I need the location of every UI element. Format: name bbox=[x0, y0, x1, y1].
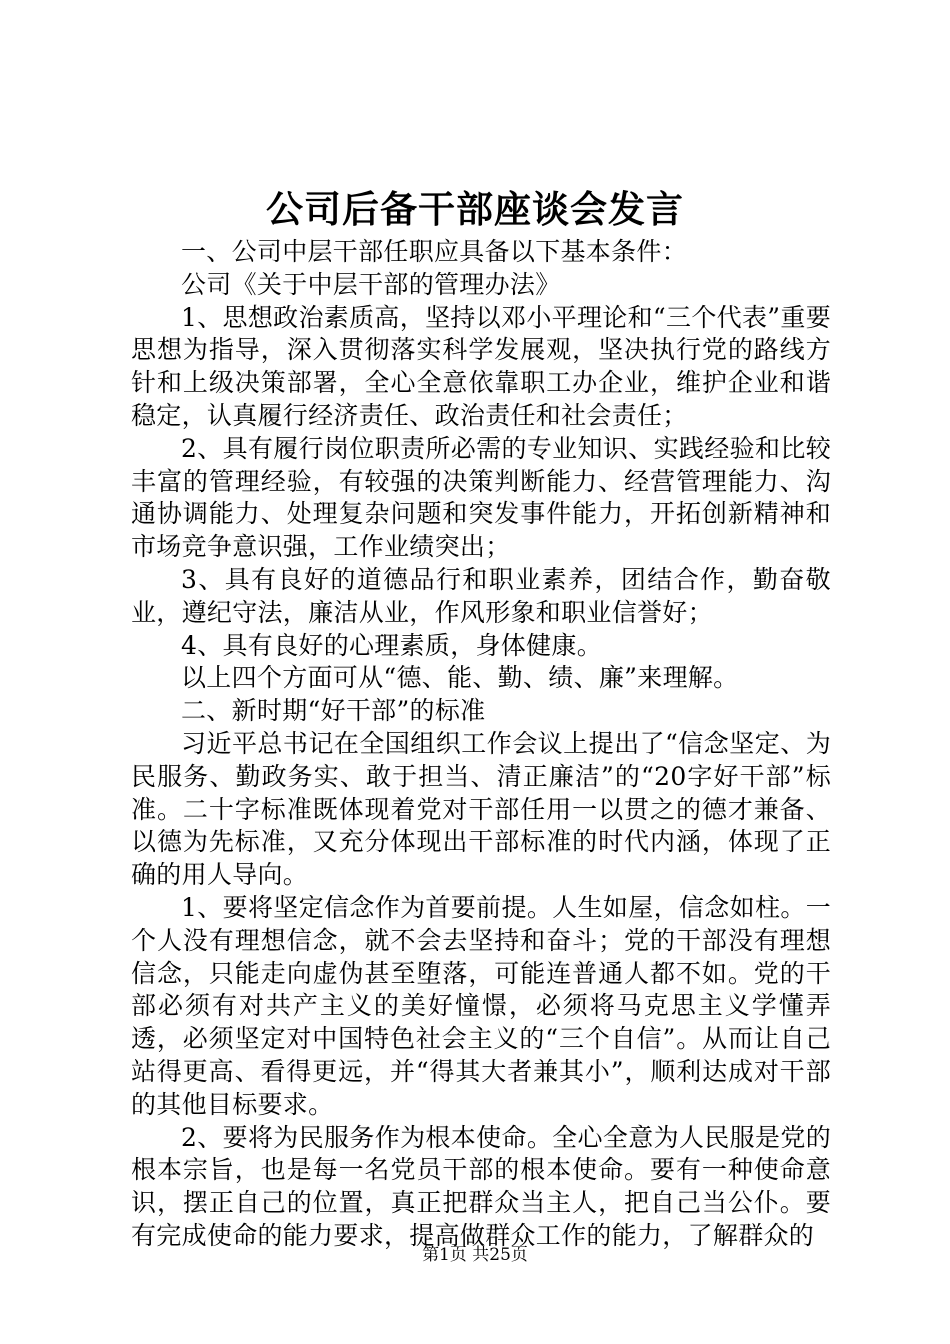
paragraph-section-two-heading: 二、新时期“好干部”的标准 bbox=[181, 696, 486, 726]
paragraph-condition-4: 4、具有良好的心理素质，身体健康。 bbox=[181, 630, 603, 660]
page-footer: 第1页 共25页 bbox=[422, 1245, 528, 1265]
paragraph-standard-1: 1、要将坚定信念作为首要前提。人生如屋，信念如柱。一个人没有理想信念，就不会去坚持和奋斗；党的干部没有理想信念，只能走向虚伪甚至堕落，可能连普通人都不如。党的干部必须有对共产主义的美好憧憬，必须将马克思主义学懂弄透，必须坚定对中国特色社会主义的“三个自信”。从而让自己站得更高、看得更远，并“得其大者兼其小”，顺利达成对干部的其他目标要求。 bbox=[131, 892, 831, 1119]
paragraph-condition-2: 2、具有履行岗位职责所必需的专业知识、实践经验和比较丰富的管理经验，有较强的决策判断能力、经营管理能力、沟通协调能力、处理复杂问题和突发事件能力，开拓创新精神和市场竞争意识强，工作业绩突出； bbox=[131, 433, 831, 562]
paragraph-condition-1: 1、思想政治素质高，坚持以邓小平理论和“三个代表”重要思想为指导，深入贯彻落实科学发展观，坚决执行党的路线方针和上级决策部署，全心全意依靠职工办企业，维护企业和谐稳定，认真履行经济责任、政治责任和社会责任； bbox=[131, 302, 831, 430]
paragraph-standard-intro: 习近平总书记在全国组织工作会议上提出了“信念坚定、为民服务、勤政务实、敢于担当、清正廉洁”的“20字好干部”标准。二十字标准既体现着党对干部任用一以贯之的德才兼备、以德为先标准，又充分体现出干部标准的时代内涵，体现了正确的用人导向。 bbox=[131, 728, 831, 890]
paragraph-condition-3: 3、具有良好的道德品行和职业素养，团结合作，勤奋敬业，遵纪守法，廉洁从业，作风形象和职业信誉好； bbox=[131, 564, 831, 627]
paragraph-summary: 以上四个方面可从“德、能、勤、绩、廉”来理解。 bbox=[181, 663, 739, 693]
document-title: 公司后备干部座谈会发言 bbox=[266, 187, 684, 231]
paragraph-standard-2: 2、要将为民服务作为根本使命。全心全意为人民服是党的根本宗旨，也是每一名党员干部的根本使命。要有一种使命意识，摆正自己的位置，真正把群众当主人，把自己当公仆。要有完成使命的能力要求，提高做群众工作的能力，了解群众的 bbox=[131, 1122, 831, 1250]
document-body bbox=[131, 236, 831, 1253]
paragraph-management-measures: 公司《关于中层干部的管理办法》 bbox=[181, 269, 561, 299]
paragraph-section-one-heading: 一、公司中层干部任职应具备以下基本条件： bbox=[181, 237, 688, 266]
